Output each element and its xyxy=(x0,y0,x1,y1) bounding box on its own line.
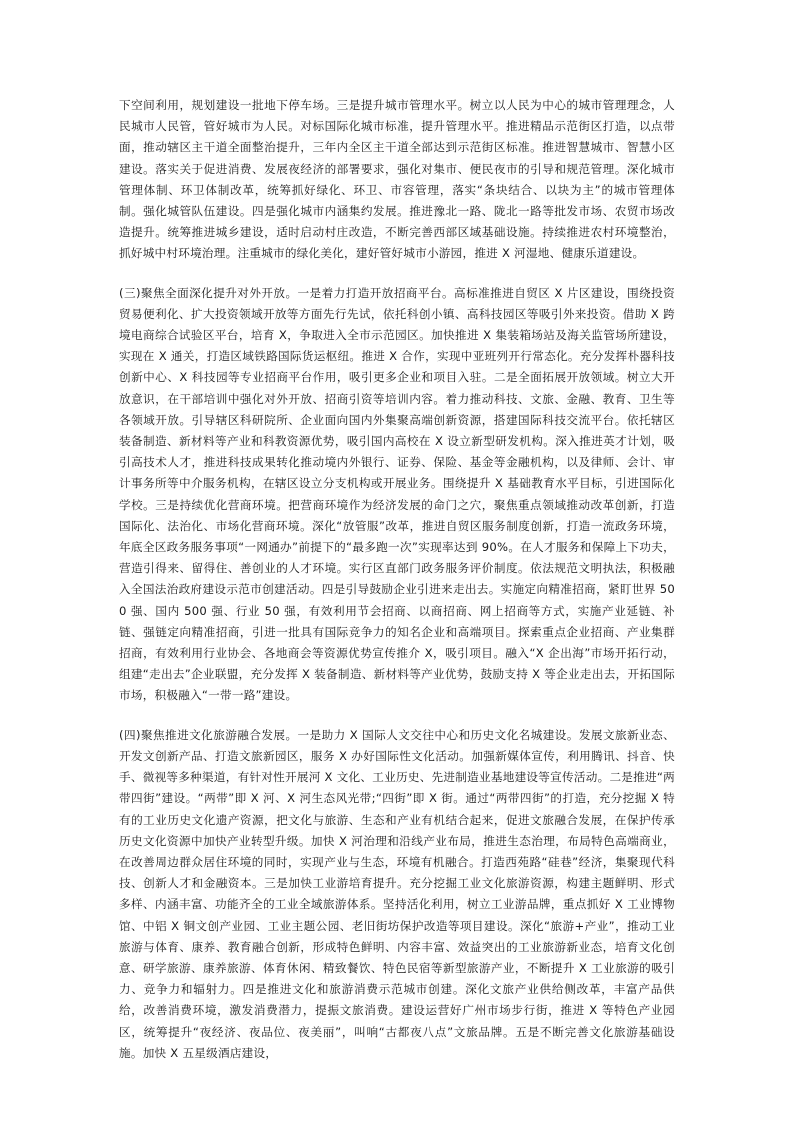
paragraph-culture-tourism: (四)聚焦推进文化旅游融合发展。一是助力 X 国际人文交往中心和历史文化名城建设。发展文旅新业态、开发文创新产品、打造文旅新园区，服务 X 办好国际性文化活动。加强新媒体宣传，利用腾讯、抖音、快手、微视等多种渠道，有针对性开展河 X 文化、工业历史、先进制造业基地建设等宣传活动。二是推进“两带四街”建设。“两带”即 X 河、X 河生态风光带;“四街”即 X 街。通过“两带四街”的打造，充分挖掘 X 特有的工业历史文化遗产资源，把文化与旅游、生态和产业有机结合起来，促进文旅融合发展，在保护传承历史文化资源中加快产业转型升级。加快 X 河治理和沿线产业布局，推进生态治理，布局特色高端商业，在改善周边群众居住环境的同时，实现产业与生态，环境有机融合。打造西苑路“硅巷”经济，集聚现代科技、创新人才和金融资本。三是加快工业游培育提升。充分挖掘工业文化旅游资源，构建主题鲜明、形式多样、内涵丰富、功能齐全的工业全域旅游体系。坚持活化利用，树立工业游品牌，重点抓好 X 工业博物馆、中铝 X 铜文创产业园、工业主题公园、老旧街坊保护改造等项目建设。深化“旅游+产业”，推动工业旅游与体育、康养、教育融合创新，形成特色鲜明、内容丰富、效益突出的工业旅游新业态，培育文化创意、研学旅游、康养旅游、体育休闲、精致餐饮、特色民宿等新型旅游产业，不断提升 X 工业旅游的吸引力、竞争力和辐射力。四是推进文化和旅游消费示范城市创建。深化文旅产业供给侧改革，丰富产品供给，改善消费环境，激发消费潜力，提振文旅消费。建设运营好广州市场步行街，推进 X 等特色产业园区，统筹提升“夜经济、夜品位、夜美丽”，叫响“古都夜八点”文旅品牌。五是不断完善文化旅游基础设施。加快 X 五星级酒店建设， xyxy=(119,727,675,1060)
paragraph-opening-up: (三)聚焦全面深化提升对外开放。一是着力打造开放招商平台。高标准推进自贸区 X 片区建设，围绕投资贸易便利化、扩大投资领域开放等方面先行先试，依托科创小镇、高科技园区等吸引外来投资。借助 X 跨境电商综合试验区平台，培育 X，争取进入全市示范园区。加快推进 X 集装箱场站及海关监管场所建设，实现在 X 通关，打造区域铁路国际货运枢纽。推进 X 合作，实现中亚班列开行常态化。充分发挥朴器科技创新中心、X 科技园等专业招商平台作用，吸引更多企业和项目入驻。二是全面拓展开放领域。树立大开放意识，在干部培训中强化对外开放、招商引资等培训内容。着力推动科技、文旅、金融、教育、卫生等各领域开放。引导辖区科研院所、企业面向国内外集聚高端创新资源，搭建国际科技交流平台。依托辖区装备制造、新材料等产业和科教资源优势，吸引国内高校在 X 设立新型研发机构。深入推进英才计划，吸引高技术人才，推进科技成果转化推动境内外银行、证券、保险、基金等金融机构，以及律师、会计、审计事务所等中介服务机构，在辖区设立分支机构或开展业务。围绕提升 X 基础教育水平目标，引进国际化学校。三是持续优化营商环境。把营商环境作为经济发展的命门之穴，聚焦重点领域推动改革创新，打造国际化、法治化、市场化营商环境。深化“放管服”改革，推进自贸区服务制度创新，打造一流政务环境，年底全区政务服务事项“一网通办”前提下的“最多跑一次”实现率达到 90%。在人才服务和保障上下功夫，营造引得来、留得住、善创业的人才环境。实行区直部门政务服务评价制度。依法规范文明执法，积极融入全国法治政府建设示范市创建活动。四是引导鼓励企业引进来走出去。实施定向精准招商，紧盯世界 500 强、国内 500 强、行业 50 强，有效利用节会招商、以商招商、网上招商等方式，实施产业延链、补链、强链定向精准招商，引进一批具有国际竞争力的知名企业和高端项目。探索重点企业招商、产业集群招商，有效利用行业协会、各地商会等资源优势宣传推介 X，吸引项目。融入“X 企出海”市场开拓行动，组建“走出去”企业联盟，充分发挥 X 装备制造、新材料等产业优势，鼓励支持 X 等企业走出去，开拓国际市场，积极融入“一带一路”建设。 xyxy=(119,285,675,703)
paragraph-urban-management: 下空间利用，规划建设一批地下停车场。三是提升城市管理水平。树立以人民为中心的城市管理理念，人民城市人民管，管好城市为人民。对标国际化城市标准，提升管理水平。推进精品示范街区打造，以点带面，推动辖区主干道全面整治提升，三年内全区主干道全部达到示范街区标准。推进智慧城市、智慧小区建设。落实关于促进消费、发展夜经济的部署要求，强化对集市、便民夜市的引导和规范管理。深化城市管理体制、环卫体制改革，统筹抓好绿化、环卫、市容管理，落实“条块结合、以块为主”的城市管理体制。强化城管队伍建设。四是强化城市内涵集约发展。推进豫北一路、陇北一路等批发市场、农贸市场改造提升。统筹推进城乡建设，适时启动村庄改造，不断完善西部区域基础设施。持续推进农村环境整治，抓好城中村环境治理。注重城市的绿化美化，建好管好城市小游园，推进 X 河湿地、健康乐道建设。 xyxy=(119,98,675,261)
paragraph-spacer xyxy=(119,707,675,725)
document-body xyxy=(119,95,675,1064)
paragraph-spacer xyxy=(119,265,675,283)
